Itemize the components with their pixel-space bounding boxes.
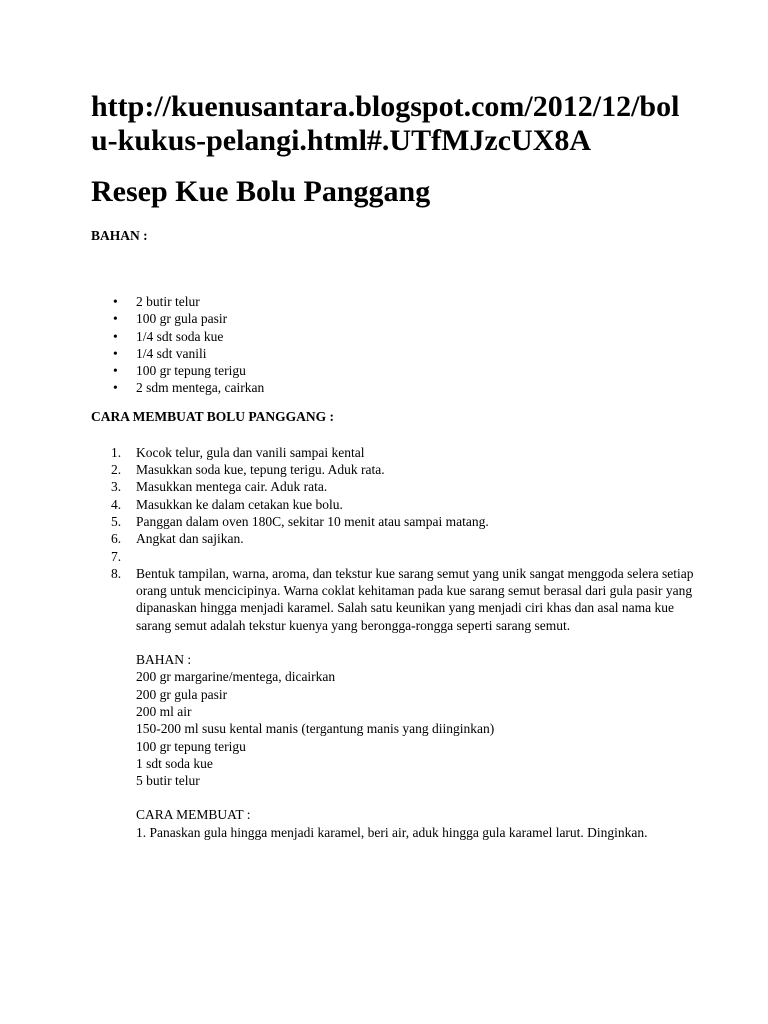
step-number: 5. [111,513,122,529]
list-item [91,444,711,461]
sub-ingredient-text: 150-200 ml susu kental manis (tergantung manis yang diinginkan) [136,721,495,737]
bahan-label: BAHAN : [91,228,148,243]
bullet-icon: • [113,328,118,344]
list-item [91,328,711,345]
list-item [91,548,711,565]
ingredient-list [91,293,711,397]
ingredient-text: 1/4 sdt vanili [136,345,207,361]
bullet-icon: • [113,311,118,327]
list-item [91,461,711,478]
step-text: Masukkan ke dalam cetakan kue bolu. [136,496,343,512]
cara-label: CARA MEMBUAT BOLU PANGGANG : [91,408,334,424]
bullet-icon: • [113,380,118,396]
list-item [91,530,711,547]
list-item [91,379,711,396]
step-text: Angkat dan sajikan. [136,531,244,547]
bullet-icon: • [113,345,118,361]
sub-method-section [91,806,696,841]
sub-ingredient-text: 200 gr gula pasir [136,686,228,702]
recipe-title: Resep Kue Bolu Panggang [91,175,431,208]
sub-step-text: 1. Panaskan gula hingga menjadi karamel, beri air, aduk hingga gula karamel larut. Dinginkan. [136,824,648,840]
step-text: Panggan dalam oven 180C, sekitar 10 menit atau sampai matang. [136,513,489,529]
step-number: 2. [111,462,122,478]
step-list [91,444,711,634]
ingredient-text: 1/4 sdt soda kue [136,328,224,344]
sub-ingredient-text: 5 butir telur [136,773,200,789]
list-item [91,310,711,327]
sub-ingredient-text: 100 gr tepung terigu [136,738,246,754]
list-item [91,565,711,634]
url-heading: http://kuenusantara.blogspot.com/2012/12/bolu-kukus-pelangi.html#.UTfMJzcUX8A [91,90,680,157]
step-text: Masukkan mentega cair. Aduk rata. [136,479,328,495]
ingredient-text: 100 gr tepung terigu [136,363,246,379]
document-page [91,90,711,841]
ingredient-text: 100 gr gula pasir [136,311,228,327]
step-text: Kocok telur, gula dan vanili sampai kental [136,444,365,460]
step-number: 7. [111,548,122,564]
list-item [91,345,711,362]
step-text: Bentuk tampilan, warna, aroma, dan tekstur kue sarang semut yang unik sangat menggoda selera setiap orang untuk mencicipinya. Warna coklat kehitaman pada kue sarang semut berasal dari gula pasir yang dipanaskan hingga menjadi karamel. Salah satu keunikan yang menjadi ciri khas dan asal nama kue sarang semut adalah tekstur kuenya yang berongga-rongga seperti sarang semut. [136,565,694,633]
bullet-icon: • [113,294,118,309]
list-item [91,362,711,379]
bullet-icon: • [113,363,118,379]
list-item [91,478,711,495]
sub-ingredient-text: 1 sdt soda kue [136,755,213,771]
sub-ingredient-text: 200 gr margarine/mentega, dicairkan [136,669,336,685]
sub-ingredients-section [91,651,696,789]
step-number: 4. [111,496,122,512]
step-number: 8. [111,565,122,581]
list-item [91,496,711,513]
list-item [91,293,711,310]
step-number: 1. [111,444,122,460]
sub-cara-label: CARA MEMBUAT : [136,807,251,823]
ingredient-text: 2 sdm mentega, cairkan [136,380,265,396]
step-number: 6. [111,531,122,547]
ingredient-text: 2 butir telur [136,294,200,309]
list-item [91,513,711,530]
sub-bahan-label: BAHAN : [136,652,192,668]
sub-ingredient-text: 200 ml air [136,703,192,719]
step-text: Masukkan soda kue, tepung terigu. Aduk rata. [136,462,385,478]
step-number: 3. [111,479,122,495]
